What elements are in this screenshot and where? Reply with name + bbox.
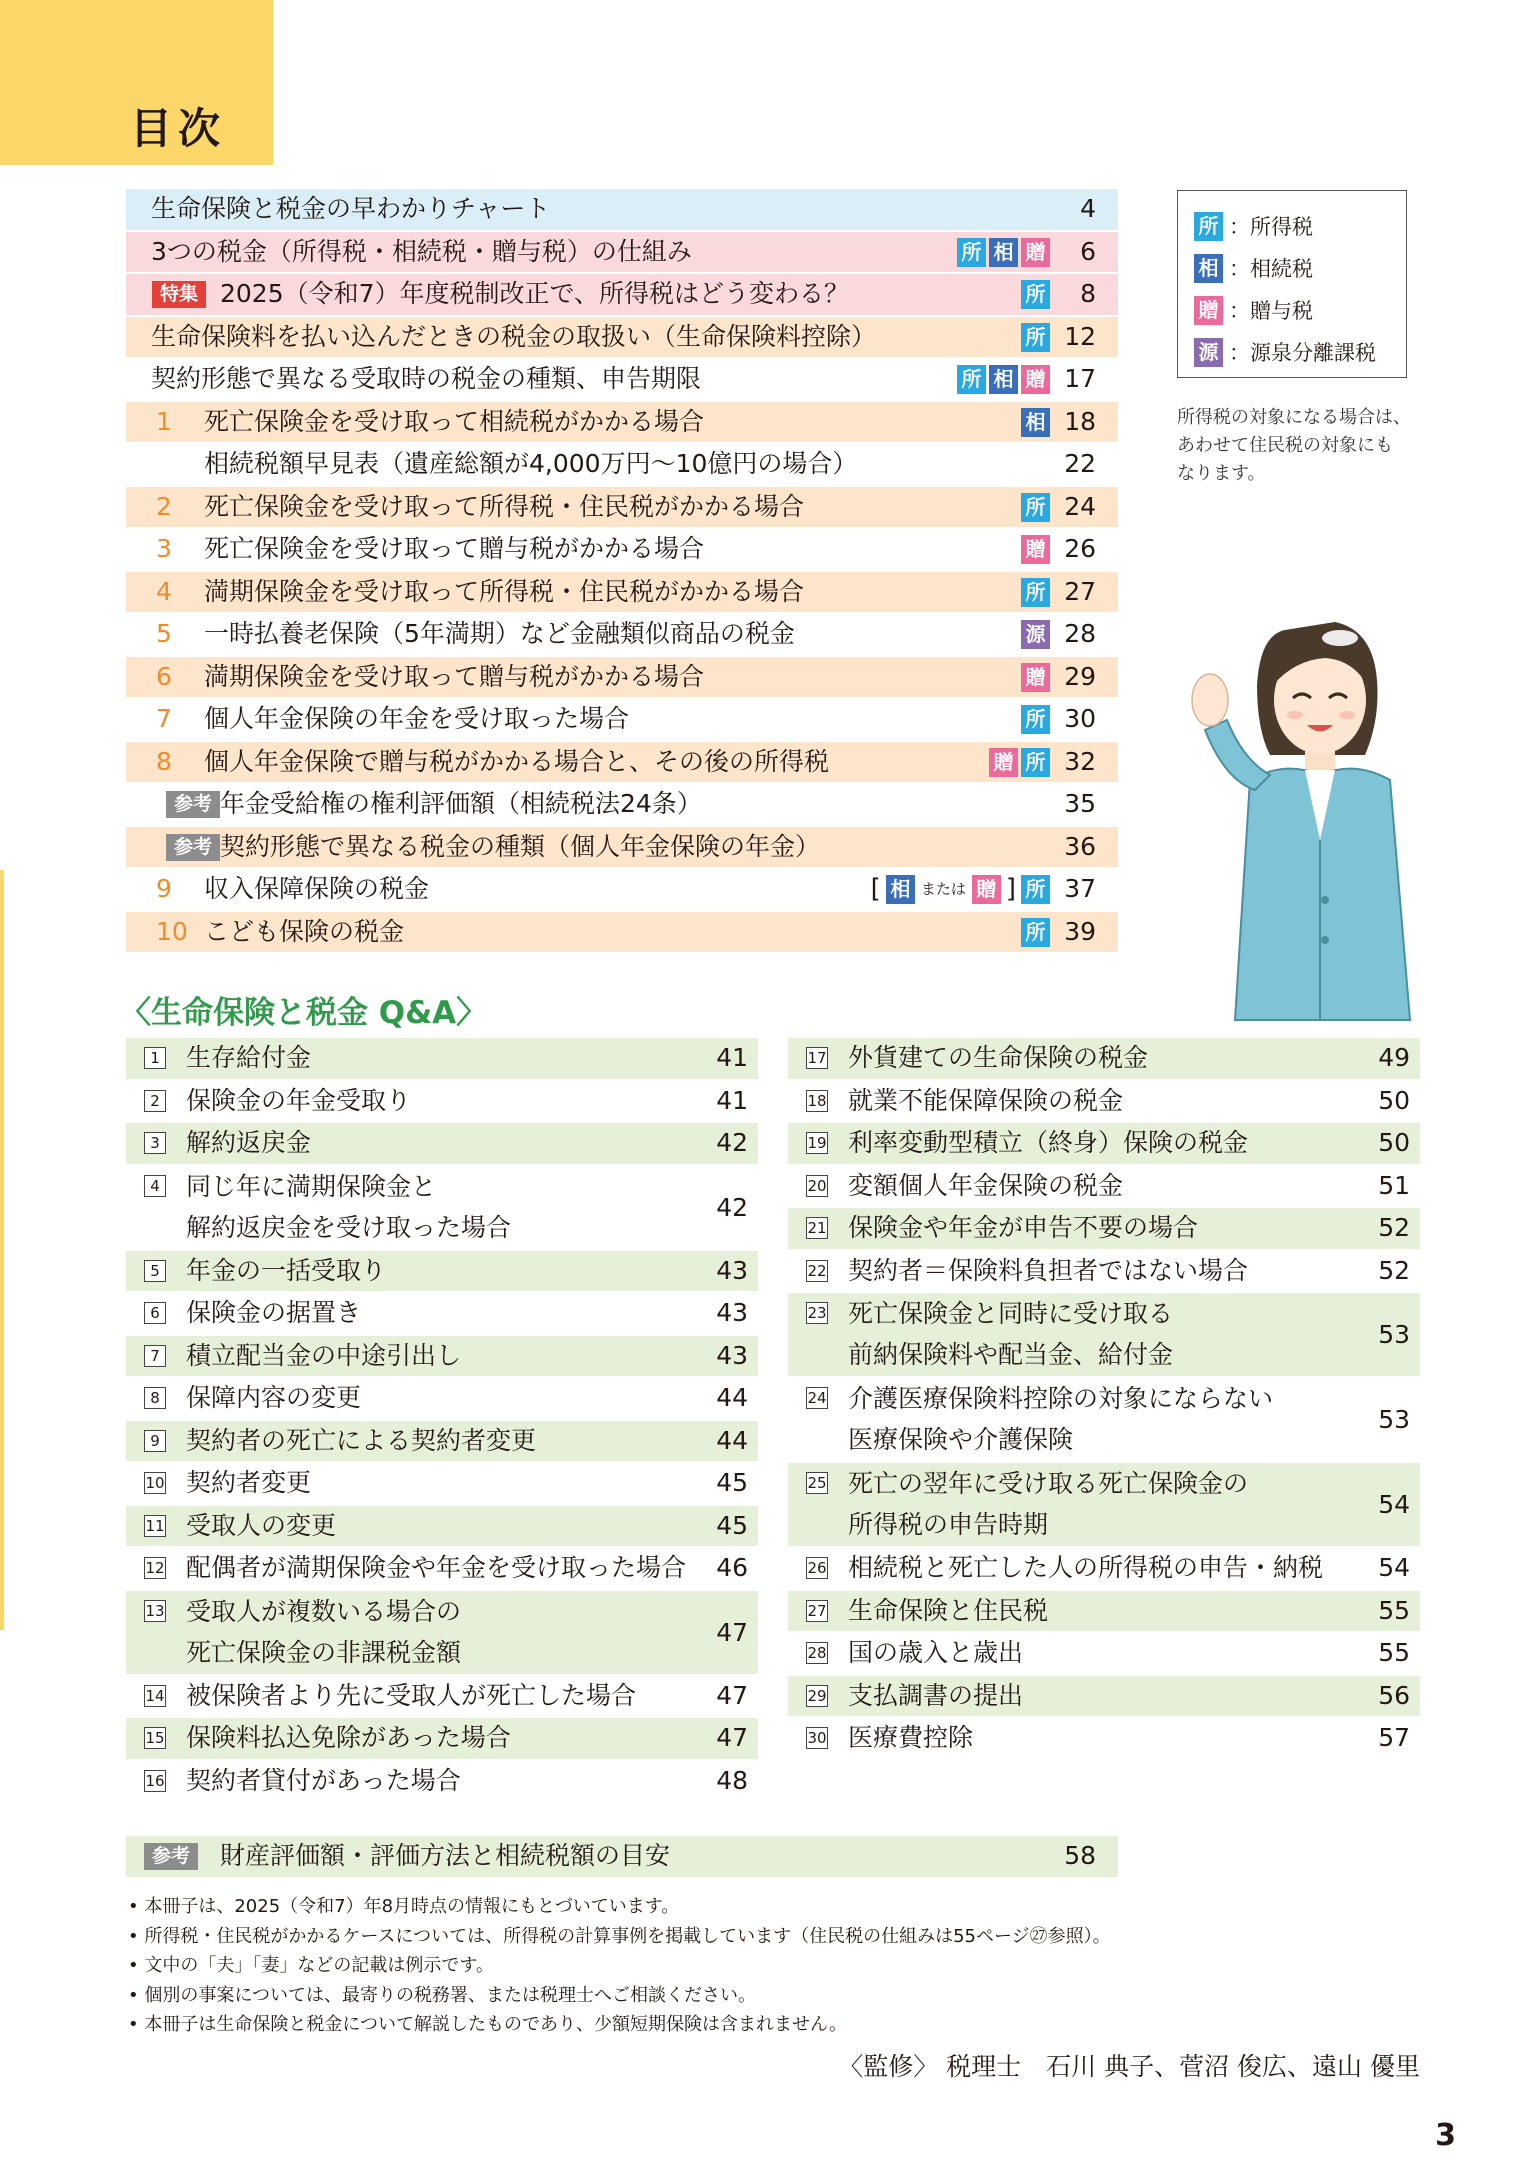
- qa-label-line: 生命保険と住民税: [848, 1595, 1049, 1625]
- qa-label-line: 同じ年に満期保険金と: [186, 1171, 437, 1201]
- qa-label: [848, 1293, 1173, 1375]
- reference-tag: 参考: [144, 1843, 198, 1870]
- qa-row[interactable]: [126, 1081, 758, 1122]
- tax-badge-icon: 所: [1021, 748, 1050, 777]
- qa-label: [186, 1591, 461, 1673]
- toc-badges: [1021, 408, 1050, 437]
- toc-row[interactable]: [126, 189, 1118, 230]
- qa-number: 3: [144, 1132, 166, 1154]
- page-number: 3: [1435, 2118, 1456, 2153]
- qa-label: [186, 1548, 686, 1589]
- qa-row[interactable]: [788, 1123, 1420, 1164]
- toc-badges: [1021, 323, 1050, 352]
- legend-item: [1194, 289, 1394, 331]
- qa-number: 30: [807, 1729, 827, 1747]
- qa-number: 8: [144, 1387, 166, 1409]
- tax-badge-icon: 所: [1021, 323, 1050, 352]
- qa-row[interactable]: [126, 1548, 758, 1589]
- toc-number: 7: [156, 704, 172, 733]
- qa-page: 47: [716, 1617, 748, 1647]
- toc-badges: [1021, 280, 1050, 309]
- qa-page: 49: [1378, 1043, 1410, 1072]
- qa-row[interactable]: [126, 1761, 758, 1802]
- toc-badges: [1021, 578, 1050, 607]
- toc-label: 満期保険金を受け取って贈与税がかかる場合: [204, 661, 705, 691]
- toc-badges: [1021, 663, 1050, 692]
- qa-page: 43: [716, 1255, 748, 1285]
- qa-label: [186, 1506, 336, 1547]
- tax-badge-icon: 贈: [1021, 365, 1050, 394]
- qa-page: 54: [1378, 1490, 1410, 1519]
- qa-number: 1: [144, 1047, 166, 1069]
- qa-number: 15: [145, 1729, 165, 1747]
- qa-label: [848, 1208, 1198, 1249]
- qa-label: [186, 1038, 311, 1079]
- legend-text: ：源泉分離課税: [1229, 341, 1376, 365]
- or-text: または: [920, 880, 966, 898]
- qa-label-line: 被保険者より先に受取人が死亡した場合: [186, 1680, 637, 1710]
- qa-row[interactable]: [788, 1166, 1420, 1207]
- qa-row[interactable]: [126, 1293, 758, 1334]
- note-line: • 本冊子は生命保険と税金について解説したものであり、少額短期保険は含まれません。: [128, 2014, 848, 2035]
- qa-row[interactable]: [788, 1676, 1420, 1717]
- toc-row[interactable]: [126, 912, 1118, 953]
- qa-page: 47: [716, 1723, 748, 1752]
- toc-page: 28: [1064, 619, 1096, 648]
- toc-label: 契約形態で異なる受取時の税金の種類、申告期限: [151, 364, 702, 393]
- toc-row[interactable]: [126, 827, 1118, 868]
- toc-page: 36: [1064, 831, 1096, 861]
- qa-row[interactable]: [788, 1633, 1420, 1674]
- qa-label: [848, 1633, 1023, 1674]
- toc-page: 30: [1064, 704, 1096, 733]
- qa-number: 25: [807, 1474, 827, 1492]
- toc-label: 契約形態で異なる税金の種類（個人年金保険の年金）: [220, 831, 821, 861]
- toc-row[interactable]: [126, 232, 1118, 273]
- qa-page: 47: [716, 1680, 748, 1710]
- qa-label-line: 保険金や年金が申告不要の場合: [848, 1213, 1199, 1242]
- qa-row[interactable]: [126, 1123, 758, 1164]
- qa-label-line: 死亡保険金の非課税金額: [186, 1637, 462, 1667]
- legend-text: ：贈与税: [1229, 299, 1313, 323]
- tax-badge-icon: 所: [957, 365, 986, 394]
- toc-badges: [1021, 620, 1050, 649]
- qa-label: [848, 1251, 1248, 1292]
- bracket-open: [: [870, 874, 881, 904]
- qa-number: 27: [807, 1601, 827, 1620]
- toc-row[interactable]: [126, 742, 1118, 783]
- qa-number: 2: [144, 1090, 166, 1112]
- qa-row[interactable]: [126, 1676, 758, 1717]
- qa-label: [186, 1463, 311, 1504]
- toc-number: 4: [156, 576, 172, 606]
- qa-label: [186, 1251, 386, 1292]
- qa-page: 51: [1378, 1170, 1410, 1200]
- notes: [128, 1892, 1418, 2040]
- toc-label: 相続税額早見表（遺産総額が4,000万円〜10億円の場合）: [204, 449, 858, 478]
- toc-number: 5: [156, 619, 172, 648]
- qa-number: 12: [145, 1559, 165, 1577]
- qa-label: [186, 1718, 511, 1759]
- legend-note-line: なります。: [1177, 463, 1266, 484]
- qa-number: 7: [144, 1345, 166, 1367]
- qa-heading: 〈生命保険と税金 Q&A〉: [120, 995, 488, 1031]
- note-line: • 本冊子は、2025（令和7）年8月時点の情報にもとづいています。: [128, 1896, 680, 1917]
- reference-row[interactable]: [126, 1836, 1118, 1877]
- qa-number: 10: [145, 1474, 165, 1492]
- qa-label: [186, 1761, 461, 1802]
- toc-label: 個人年金保険の年金を受け取った場合: [204, 704, 630, 733]
- qa-row[interactable]: [788, 1548, 1420, 1589]
- qa-number: 23: [807, 1304, 827, 1322]
- toc-page: 35: [1064, 789, 1096, 818]
- toc-row[interactable]: [126, 572, 1118, 613]
- qa-label: [186, 1378, 361, 1419]
- toc-page: 26: [1064, 534, 1096, 563]
- tax-badge-icon: 源: [1194, 338, 1223, 367]
- qa-label-line: 医療費控除: [848, 1723, 974, 1752]
- page-title: 目次: [130, 104, 227, 153]
- toc-page: 29: [1064, 661, 1096, 691]
- qa-label-line: 前納保険料や配当金、給付金: [848, 1340, 1174, 1369]
- qa-label-line: 利率変動型積立（終身）保険の税金: [848, 1128, 1249, 1157]
- qa-page: 42: [716, 1192, 748, 1222]
- toc-label: 一時払養老保険（5年満期）など金融類似商品の税金: [204, 619, 795, 648]
- toc-page: 27: [1064, 576, 1096, 606]
- qa-label: [848, 1081, 1123, 1122]
- qa-page: 41: [716, 1043, 748, 1072]
- qa-number: 4: [144, 1175, 166, 1197]
- qa-label-line: 保障内容の変更: [186, 1383, 362, 1412]
- toc-tag: 特集: [152, 281, 206, 308]
- tax-badge-icon: 所: [1021, 493, 1050, 522]
- toc-row[interactable]: [126, 402, 1118, 443]
- qa-page: 41: [716, 1085, 748, 1115]
- toc-row[interactable]: [126, 359, 1118, 400]
- toc-label: 3つの税金（所得税・相続税・贈与税）の仕組み: [151, 236, 692, 266]
- qa-row[interactable]: [126, 1336, 758, 1377]
- toc-label: 2025（令和7）年度税制改正で、所得税はどう変わる？: [220, 279, 850, 308]
- qa-label: [848, 1676, 1023, 1717]
- toc-row[interactable]: [126, 274, 1118, 315]
- qa-label: [848, 1166, 1123, 1207]
- qa-label-line: 契約者貸付があった場合: [186, 1765, 461, 1795]
- qa-label-line: 解約返戻金: [186, 1128, 312, 1157]
- qa-page: 43: [716, 1340, 748, 1370]
- tax-badge-icon: 所: [957, 238, 986, 267]
- toc-page: 6: [1080, 236, 1096, 266]
- qa-label-line: 介護医療保険料控除の対象にならない: [848, 1384, 1274, 1413]
- qa-label-line: 契約者の死亡による契約者変更: [186, 1425, 537, 1455]
- qa-number: 18: [807, 1091, 827, 1110]
- qa-label-line: 変額個人年金保険の税金: [848, 1170, 1124, 1200]
- toc-badges: [957, 238, 1050, 267]
- qa-row[interactable]: [126, 1421, 758, 1462]
- toc-page: 17: [1064, 364, 1096, 393]
- qa-label: [186, 1336, 461, 1377]
- tax-legend: [1177, 190, 1407, 378]
- toc-row[interactable]: [126, 657, 1118, 698]
- toc-row[interactable]: [126, 784, 1118, 825]
- qa-number: 13: [145, 1601, 165, 1620]
- qa-row[interactable]: [126, 1463, 758, 1504]
- supervisor-credit: 〈監修〉 税理士 石川 典子、菅沼 俊広、遠山 優里: [838, 2052, 1420, 2081]
- qa-label-line: 所得税の申告時期: [848, 1510, 1049, 1539]
- toc-badges: [957, 365, 1050, 394]
- toc-row[interactable]: [126, 317, 1118, 358]
- tax-badge-icon: 所: [1021, 578, 1050, 607]
- qa-number: 24: [807, 1389, 827, 1407]
- toc-row[interactable]: [126, 614, 1118, 655]
- toc-badges: [1021, 493, 1050, 522]
- qa-row[interactable]: [788, 1463, 1420, 1546]
- qa-page: 45: [716, 1468, 748, 1497]
- toc-row[interactable]: [126, 487, 1118, 528]
- toc-page: 4: [1080, 194, 1096, 223]
- tax-badge-icon: 贈: [1021, 238, 1050, 267]
- qa-page: 57: [1378, 1723, 1410, 1752]
- qa-page: 45: [716, 1510, 748, 1540]
- character-illustration: [1165, 580, 1425, 1040]
- qa-page: 43: [716, 1298, 748, 1327]
- qa-number: 29: [807, 1686, 827, 1705]
- qa-number: 14: [145, 1686, 165, 1705]
- tax-badge-icon: 所: [1021, 875, 1050, 904]
- legend-item: [1194, 247, 1394, 289]
- table-of-contents: [126, 189, 1118, 954]
- reference-label: 財産評価額・評価方法と相続税額の目安: [220, 1841, 671, 1870]
- toc-badges: [989, 748, 1050, 777]
- qa-label-line: 受取人が複数いる場合の: [186, 1596, 462, 1626]
- qa-label-line: 年金の一括受取り: [186, 1255, 387, 1285]
- toc-badges: [1021, 705, 1050, 734]
- tax-badge-icon: 贈: [1194, 296, 1223, 325]
- qa-row[interactable]: [788, 1378, 1420, 1461]
- toc-page: 12: [1064, 321, 1096, 351]
- legend-note: [1177, 404, 1437, 488]
- qa-label-line: 生存給付金: [186, 1043, 312, 1072]
- qa-page: 50: [1378, 1128, 1410, 1157]
- toc-label: 死亡保険金を受け取って相続税がかかる場合: [204, 406, 705, 436]
- toc-label: こども保険の税金: [204, 916, 405, 946]
- qa-label-line: 国の歳入と歳出: [848, 1638, 1024, 1667]
- qa-row[interactable]: [126, 1506, 758, 1547]
- tax-badge-icon: 相: [886, 875, 915, 904]
- toc-label: 死亡保険金を受け取って贈与税がかかる場合: [204, 534, 705, 563]
- qa-label-line: 解約返戻金を受け取った場合: [186, 1212, 512, 1242]
- tax-badge-icon: 所: [1021, 280, 1050, 309]
- toc-page: 22: [1064, 449, 1096, 478]
- toc-label: 収入保障保険の税金: [204, 874, 430, 903]
- qa-page: 42: [716, 1128, 748, 1157]
- qa-row[interactable]: [788, 1591, 1420, 1632]
- toc-label: 生命保険料を払い込んだときの税金の取扱い（生命保険料控除）: [151, 321, 877, 351]
- qa-row[interactable]: [788, 1038, 1420, 1079]
- toc-number: 10: [156, 916, 188, 946]
- qa-row[interactable]: [126, 1251, 758, 1292]
- toc-label: 死亡保険金を受け取って所得税・住民税がかかる場合: [204, 491, 805, 521]
- qa-label-line: 契約者＝保険料負担者ではない場合: [848, 1255, 1249, 1285]
- bracket-close: ]: [1005, 874, 1016, 904]
- qa-list-right: [788, 1038, 1420, 1761]
- qa-label: [848, 1378, 1273, 1460]
- qa-row[interactable]: [126, 1591, 758, 1674]
- qa-row[interactable]: [788, 1251, 1420, 1292]
- qa-page: 52: [1378, 1255, 1410, 1285]
- qa-row[interactable]: [788, 1718, 1420, 1759]
- qa-page: 50: [1378, 1085, 1410, 1115]
- qa-page: 56: [1378, 1680, 1410, 1710]
- qa-row[interactable]: [788, 1081, 1420, 1122]
- legend-note-line: 所得税の対象になる場合は、: [1177, 407, 1411, 428]
- tax-badge-icon: 贈: [972, 875, 1001, 904]
- qa-label-line: 積立配当金の中途引出し: [186, 1340, 462, 1370]
- qa-row[interactable]: [126, 1166, 758, 1249]
- tax-badge-icon: 贈: [989, 748, 1018, 777]
- qa-label: [186, 1123, 311, 1164]
- qa-page: 53: [1378, 1405, 1410, 1434]
- qa-number: 22: [807, 1261, 827, 1280]
- qa-label-line: 医療保険や介護保険: [848, 1425, 1074, 1454]
- qa-label-line: 配偶者が満期保険金や年金を受け取った場合: [186, 1553, 687, 1582]
- qa-label: [186, 1166, 511, 1248]
- toc-page: 39: [1064, 916, 1096, 946]
- tax-badge-icon: 相: [989, 365, 1018, 394]
- toc-row[interactable]: [126, 869, 1118, 910]
- tax-badge-icon: 源: [1021, 620, 1050, 649]
- legend-text: ：相続税: [1229, 257, 1313, 281]
- toc-tag: 参考: [166, 791, 220, 818]
- toc-row[interactable]: [126, 444, 1118, 485]
- qa-row[interactable]: [126, 1718, 758, 1759]
- toc-tag: 参考: [166, 834, 220, 861]
- qa-label: [848, 1548, 1323, 1589]
- qa-number: 26: [807, 1559, 827, 1577]
- tax-badge-icon: 相: [989, 238, 1018, 267]
- toc-number: 9: [156, 874, 172, 903]
- qa-page: 55: [1378, 1638, 1410, 1667]
- qa-label-line: 就業不能保障保険の税金: [848, 1085, 1124, 1115]
- qa-row[interactable]: [126, 1378, 758, 1419]
- side-tab-marker: [0, 870, 4, 1630]
- qa-label: [848, 1123, 1248, 1164]
- toc-number: 6: [156, 661, 172, 691]
- qa-label-line: 死亡保険金と同時に受け取る: [848, 1299, 1174, 1328]
- reference-page: 58: [1064, 1841, 1096, 1870]
- qa-page: 44: [716, 1383, 748, 1412]
- toc-label: 満期保険金を受け取って所得税・住民税がかかる場合: [204, 576, 805, 606]
- qa-label-line: 保険金の据置き: [186, 1298, 362, 1327]
- qa-number: 16: [145, 1771, 165, 1790]
- toc-label: 個人年金保険で贈与税がかかる場合と、その後の所得税: [204, 746, 830, 776]
- legend-item: [1194, 331, 1394, 373]
- qa-page: 53: [1378, 1320, 1410, 1349]
- note-line: • 個別の事案については、最寄りの税務署、または税理士へご相談ください。: [128, 1984, 756, 2006]
- qa-page: 48: [716, 1765, 748, 1795]
- qa-label: [848, 1038, 1148, 1079]
- toc-label: 年金受給権の権利評価額（相続税法24条）: [220, 789, 702, 818]
- qa-number: 11: [145, 1516, 165, 1535]
- tax-badge-icon: 相: [1021, 408, 1050, 437]
- qa-number: 9: [144, 1430, 166, 1452]
- note-line: • 所得税・住民税がかかるケースについては、所得税の計算事例を掲載しています（住民税の仕組みは55ページ㉗参照）。: [128, 1925, 1111, 1947]
- qa-label-line: 受取人の変更: [186, 1510, 337, 1540]
- title-banner: [0, 0, 273, 165]
- qa-label-line: 外貨建ての生命保険の税金: [848, 1043, 1149, 1072]
- qa-label: [186, 1421, 536, 1462]
- toc-badges: [1021, 535, 1050, 564]
- toc-number: 3: [156, 534, 172, 563]
- legend-item: [1194, 205, 1394, 247]
- qa-number: 20: [807, 1176, 827, 1195]
- toc-row[interactable]: [126, 529, 1118, 570]
- tax-badge-icon: 所: [1021, 918, 1050, 947]
- qa-label-line: 死亡の翌年に受け取る死亡保険金の: [848, 1469, 1249, 1498]
- qa-page: 55: [1378, 1595, 1410, 1625]
- qa-label-line: 保険料払込免除があった場合: [186, 1723, 511, 1752]
- qa-row[interactable]: [788, 1293, 1420, 1376]
- qa-number: 5: [144, 1260, 166, 1282]
- qa-row[interactable]: [126, 1038, 758, 1079]
- legend-note-line: あわせて住民税の対象にも: [1177, 435, 1393, 456]
- qa-number: 28: [807, 1644, 827, 1662]
- toc-page: 8: [1080, 279, 1096, 308]
- qa-label-line: 保険金の年金受取り: [186, 1085, 412, 1115]
- note-line: • 文中の「夫」「妻」などの記載は例示です。: [128, 1955, 494, 1976]
- qa-label: [186, 1293, 361, 1334]
- toc-badges: [869, 875, 1050, 904]
- tax-badge-icon: 相: [1194, 254, 1223, 283]
- qa-number: 17: [807, 1049, 827, 1067]
- qa-number: 19: [807, 1134, 827, 1152]
- toc-label: 生命保険と税金の早わかりチャート: [151, 194, 551, 223]
- tax-badge-icon: 所: [1194, 212, 1223, 241]
- qa-label-line: 契約者変更: [186, 1468, 312, 1497]
- qa-number: 21: [807, 1219, 827, 1237]
- toc-number: 2: [156, 491, 172, 521]
- qa-label: [848, 1591, 1048, 1632]
- qa-label: [848, 1718, 973, 1759]
- legend-text: ：所得税: [1229, 215, 1313, 239]
- toc-page: 37: [1064, 874, 1096, 903]
- qa-label-line: 支払調書の提出: [848, 1680, 1024, 1710]
- toc-number: 1: [156, 406, 172, 436]
- qa-label: [186, 1081, 411, 1122]
- qa-label: [186, 1676, 636, 1717]
- qa-label-line: 相続税と死亡した人の所得税の申告・納税: [848, 1553, 1324, 1582]
- toc-page: 32: [1064, 746, 1096, 776]
- qa-page: 52: [1378, 1213, 1410, 1242]
- toc-page: 24: [1064, 491, 1096, 521]
- toc-row[interactable]: [126, 699, 1118, 740]
- tax-badge-icon: 贈: [1021, 535, 1050, 564]
- qa-page: 54: [1378, 1553, 1410, 1582]
- qa-list-left: [126, 1038, 758, 1803]
- qa-row[interactable]: [788, 1208, 1420, 1249]
- tax-badge-icon: 贈: [1021, 663, 1050, 692]
- toc-page: 18: [1064, 406, 1096, 436]
- qa-label: [848, 1463, 1248, 1545]
- tax-badge-icon: 所: [1021, 705, 1050, 734]
- qa-number: 6: [144, 1302, 166, 1324]
- qa-page: 44: [716, 1425, 748, 1455]
- qa-page: 46: [716, 1553, 748, 1582]
- toc-number: 8: [156, 746, 172, 776]
- toc-badges: [1021, 918, 1050, 947]
